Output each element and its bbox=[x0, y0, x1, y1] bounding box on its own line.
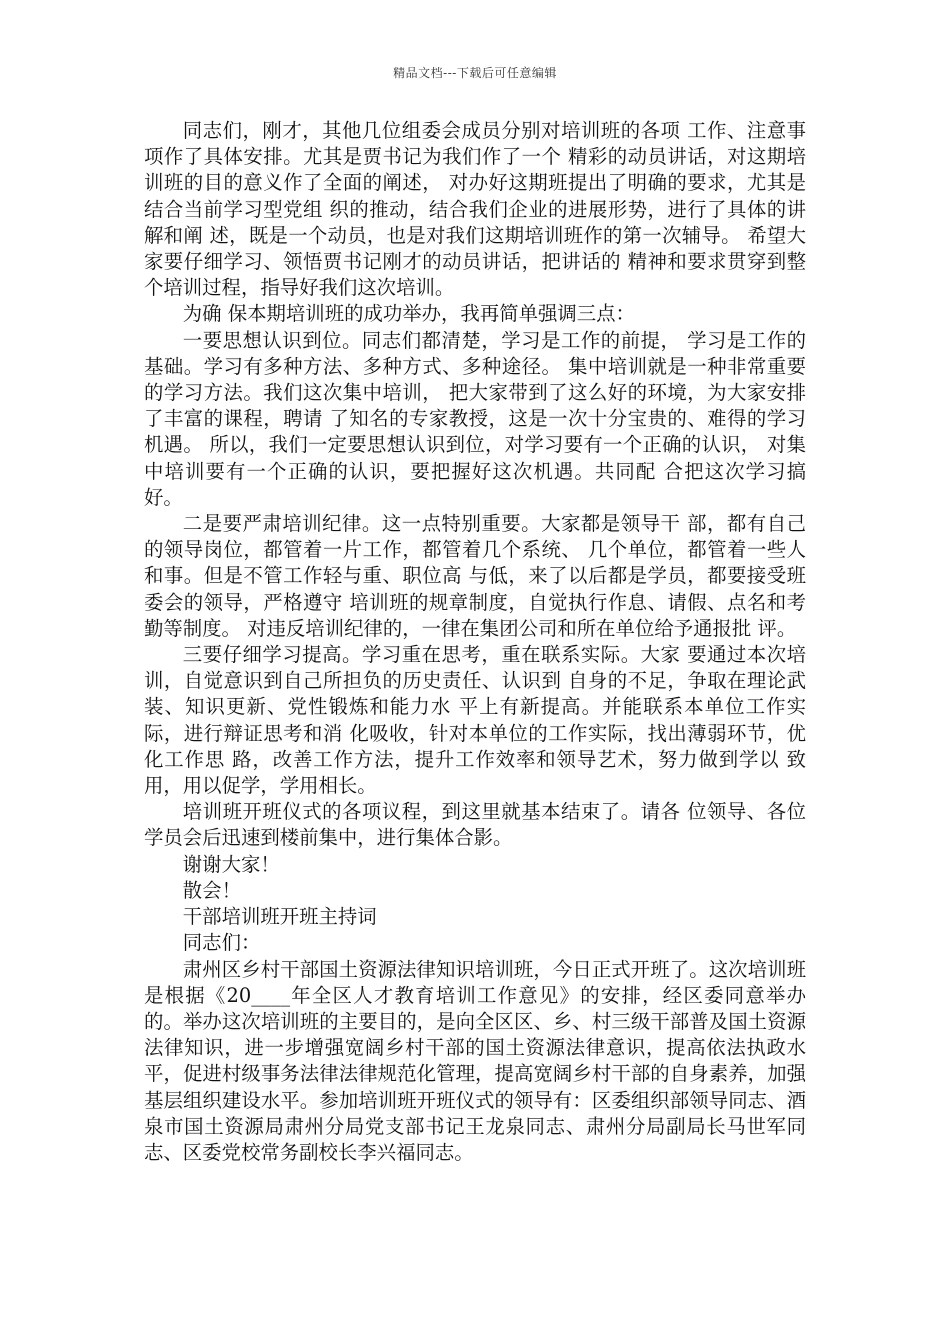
paragraph-intro: 同志们，刚才，其他几位组委会成员分别对培训班的各项 工作、注意事项作了具体安排。尤其是贾书记为我们作了一个 精彩的动员讲话，对这期培训班的目的意义作了全面的阐述， 对办好这期班提出了明确的要求，尤其是结合当前学习型党组 织的推动，结合我们企业的进展形势，进行了具体的讲解和阐 述，既是一个动员，也是对我们这期培训班作的第一次辅导。 希望大家要仔细学习、领悟贾书记刚才的动员讲话，把讲话的 精神和要求贯穿到整个培训过程，指导好我们这次培训。 bbox=[144, 119, 806, 300]
paragraph-conclusion: 培训班开班仪式的各项议程，到这里就基本结束了。请各 位领导、各位学员会后迅速到楼前集中，进行集体合影。 bbox=[144, 800, 806, 850]
paragraph-point-one: 一要思想认识到位。同志们都清楚，学习是工作的前提， 学习是工作的基础。学习有多种方法、多种方式、多种途径。 集中培训就是一种非常重要的学习方法。我们这次集中培训， 把大家带到了这么好的环境，为大家安排了丰富的课程，聘请 了知名的专家教授，这是一次十分宝贵的、难得的学习机遇。 所以，我们一定要思想认识到位，对学习要有一个正确的认识， 对集中培训要有一个正确的认识，要把握好这次机遇。共同配 合把这次学习搞好。 bbox=[144, 328, 806, 509]
paragraph-point-three: 三要仔细学习提高。学习重在思考，重在联系实际。大家 要通过本次培训，自觉意识到自己所担负的历史责任、认识到 自身的不足，争取在理论武装、知识更新、党性锻炼和能力水 平上有新提高。并能联系本单位工作实际，进行辩证思考和消 化吸收，针对本单位的工作实际，找出薄弱环节，优化工作思 路，改善工作方法，提升工作效率和领导艺术，努力做到学以 致用，用以促学，学用相长。 bbox=[144, 643, 806, 798]
section-title: 干部培训班开班主持词 bbox=[182, 905, 377, 929]
paragraph-three-points: 为确 保本期培训班的成功举办，我再简单强调三点： bbox=[182, 302, 635, 326]
paragraph-point-two: 二是要严肃培训纪律。这一点特别重要。大家都是领导干 部，都有自己的领导岗位，都管着一片工作，都管着几个系统、 几个单位，都管着一些人和事。但是不管工作轻与重、职位高 与低，来了以后都是学员，都要接受班委会的领导，严格遵守 培训班的规章制度，自觉执行作息、请假、点名和考勤等制度。 对违反培训纪律的，一律在集团公司和所在单位给予通报批 评。 bbox=[144, 512, 806, 640]
line-thanks: 谢谢大家！ bbox=[182, 852, 280, 876]
salutation: 同志们： bbox=[182, 931, 261, 955]
page-header: 精品文档---下载后可任意编辑 bbox=[393, 66, 557, 80]
line-dismiss: 散会！ bbox=[182, 878, 241, 902]
document-body bbox=[144, 118, 806, 1166]
paragraph-training-intro: 肃州区乡村干部国土资源法律知识培训班，今日正式开班了。这次培训班是根据《20____年全区人才教育培训工作意见》的安排，经区委同意举办的。举办这次培训班的主要目的，是向全区区、乡、村三级干部普及国土资源法律知识，进一步增强宽阔乡村干部的国土资源法律意识，提高依法执政水平，促进村级事务法律法律规范化管理，提高宽阔乡村干部的自身素养，加强基层组织建设水平。参加培训班开班仪式的领导有：区委组织部领导同志、酒泉市国土资源局肃州分局党支部书记王龙泉同志、肃州分局副局长马世军同志、区委党校常务副校长李兴福同志。 bbox=[144, 957, 806, 1164]
